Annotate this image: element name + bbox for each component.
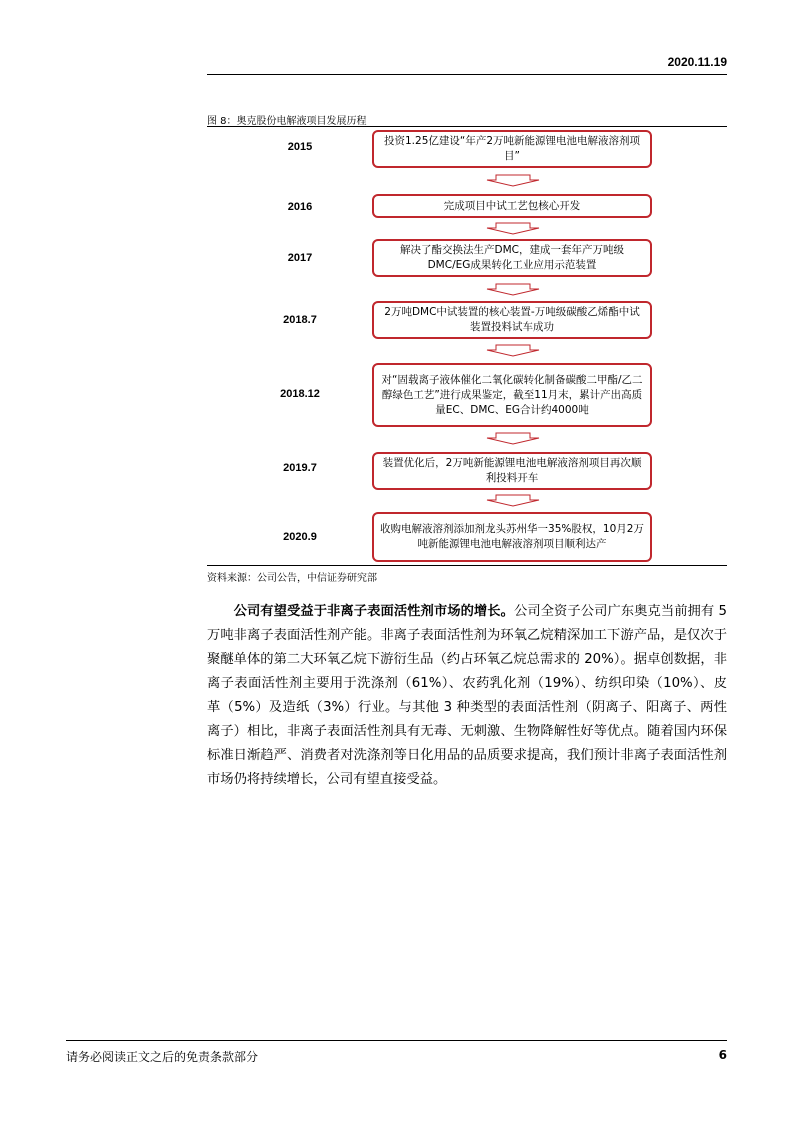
timeline-box: 收购电解液溶剂添加剂龙头苏州华一35%股权，10月2万吨新能源锂电池电解液溶剂项目顺利达产: [372, 512, 652, 562]
timeline-box: 解决了酯交换法生产DMC，建成一套年产万吨级DMC/EG成果转化工业应用示范装置: [372, 239, 652, 277]
timeline-year: 2017: [287, 252, 313, 264]
timeline-year: 2015: [287, 141, 313, 153]
timeline-year: 2020.9: [283, 531, 317, 543]
footer-disclaimer: 请务必阅读正文之后的免责条款部分: [66, 1050, 259, 1064]
down-arrow-icon: [484, 432, 542, 445]
figure-title: 图 8：奥克股份电解液项目发展历程: [207, 116, 367, 127]
paragraph-lead: 公司有望受益于非离子表面活性剂市场的增长。: [233, 604, 514, 619]
figure-bottom-rule: [207, 565, 727, 566]
timeline-year: 2018.12: [280, 388, 320, 400]
timeline-year: 2016: [287, 201, 313, 213]
page-number: 6: [718, 1048, 727, 1062]
timeline-box: 装置优化后，2万吨新能源锂电池电解液溶剂项目再次顺利投料开车: [372, 452, 652, 490]
down-arrow-icon: [484, 174, 542, 187]
paragraph-text: 公司全资子公司广东奥克当前拥有 5 万吨非离子表面活性剂产能。非离子表面活性剂为环氧乙烷精深加工下游产品，是仅次于聚醚单体的第二大环氧乙烷下游衍生品（约占环氧乙烷总需求的 20%）。据卓创数据，非离子表面活性剂主要用于洗涤剂（61%）、农药乳化剂（19%）、纺织印染（10%）、皮革（5%）及造纸（3%）行业。与其他 3 种类型的表面活性剂（阴离子、阳离子、两性离子）相比，非离子表面活性剂具有无毒、无刺激、生物降解性好等优点。随着国内环保标准日渐趋严、消费者对洗涤剂等日化用品的品质要求提高，我们预计非离子表面活性剂市场仍将持续增长，公司有望直接受益。: [207, 604, 728, 787]
header-rule: [207, 74, 727, 75]
footer-rule: [66, 1040, 727, 1041]
down-arrow-icon: [484, 494, 542, 507]
timeline-box: 2万吨DMC中试装置的核心装置-万吨级碳酸乙烯酯中试装置投料试车成功: [372, 301, 652, 339]
down-arrow-icon: [484, 344, 542, 357]
down-arrow-icon: [484, 283, 542, 296]
timeline-year: 2018.7: [283, 314, 317, 326]
body-paragraph: [207, 600, 727, 792]
down-arrow-icon: [484, 222, 542, 235]
figure-top-rule: [207, 126, 727, 127]
timeline-box: 对“固载离子液体催化二氧化碳转化制备碳酸二甲酯/乙二醇绿色工艺”进行成果鉴定，截至11月末，累计产出高质量EC、DMC、EG合计约4000吨: [372, 363, 652, 427]
timeline-box: 投资1.25亿建设“年产2万吨新能源锂电池电解液溶剂项目”: [372, 130, 652, 168]
figure-source: 资料来源：公司公告，中信证券研究部: [207, 573, 377, 584]
timeline-year: 2019.7: [283, 462, 317, 474]
timeline-box: 完成项目中试工艺包核心开发: [372, 194, 652, 218]
report-date: 2020.11.19: [667, 55, 727, 69]
